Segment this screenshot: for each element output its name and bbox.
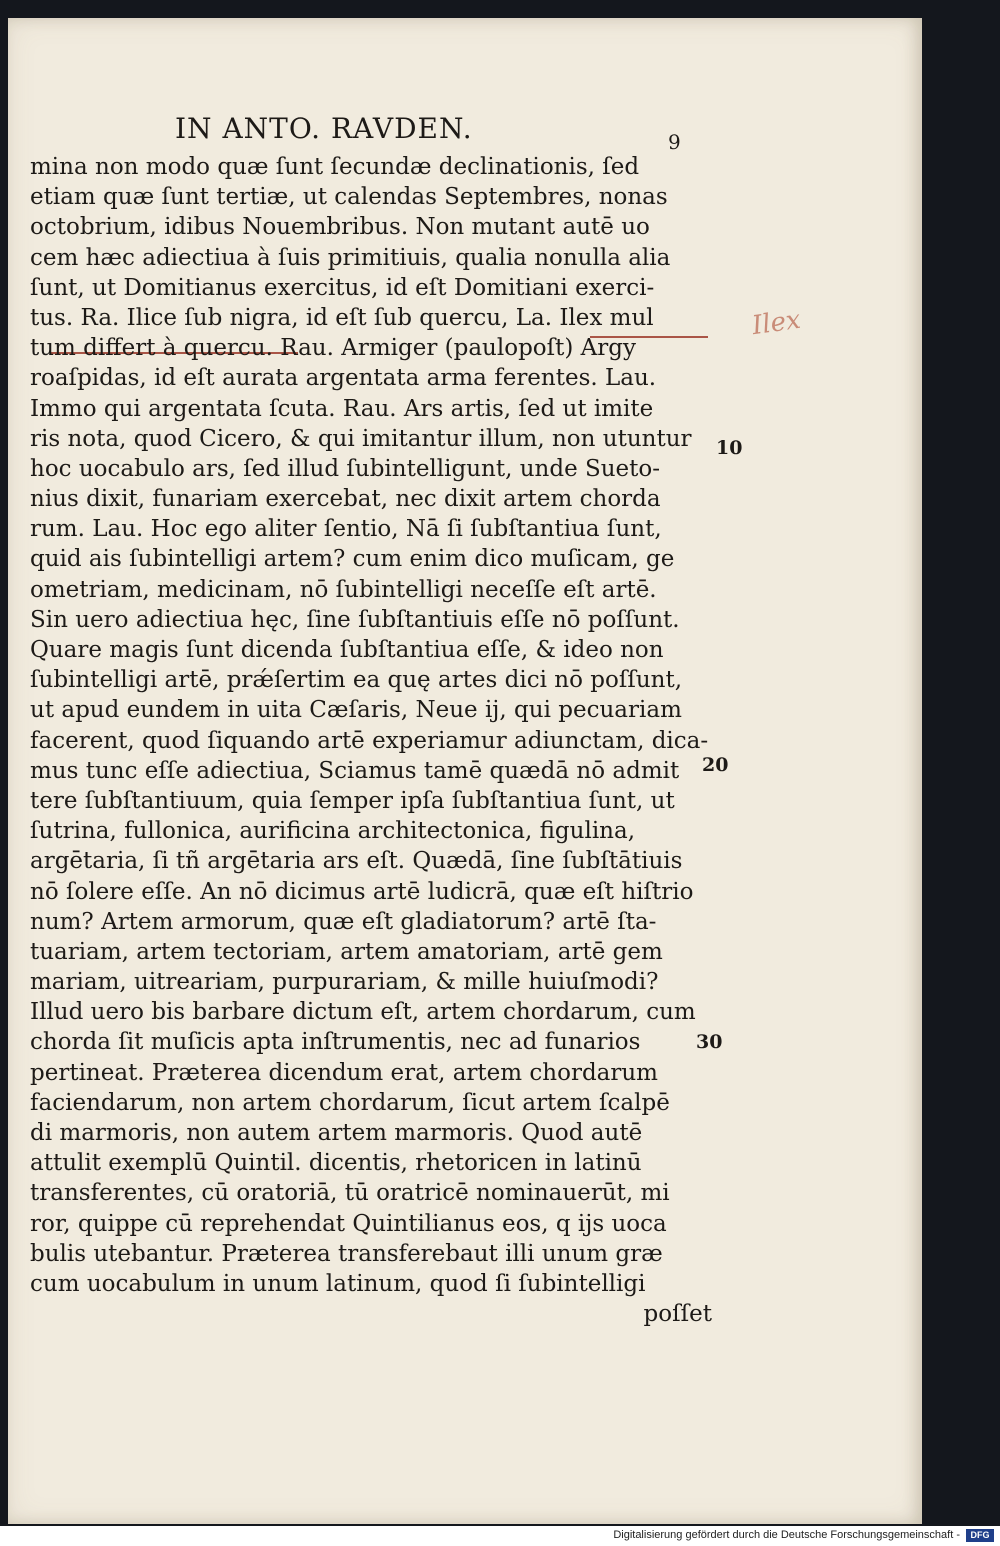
text-line: mariam, uitreariam, purpurariam, & mille huiuſmodi? [30,969,659,996]
text-line: mus tunc eſſe adiectiua, Sciamus tamē quædā nō admit [30,757,680,784]
text-line: faciendarum, non artem chordarum, ſicut artem ſcalpē [30,1089,670,1116]
text-line: ut apud eundem in uita Cæſaris, Neue ij, qui pecuariam [30,697,682,724]
text-line: mina non modo quæ ſunt ſecundæ declinationis, ſed [30,154,640,180]
text-line: di marmoris, non autem artem marmoris. Quod autē [30,1120,643,1146]
text-line: rum. Lau. Hoc ego aliter ſentio, Nā ſi ſubſtantiua ſunt, [30,516,662,543]
text-line: cem hæc adiectiua à ſuis primitiuis, qualia nonulla alia [30,244,671,271]
text-line: facerent, quod ſiquando artē experiamur adiunctam, dica- [30,727,709,754]
text-line: hoc uocabulo ars, ſed illud ſubintelligunt, unde Sueto- [30,455,661,482]
line-number-30: 30 [696,1031,723,1053]
text-line: quid ais ſubintelligi artem? cum enim dico muſicam, ge [30,546,675,573]
text-line: transferentes, cū oratoriā, tū oratricē nominauerūt, mi [30,1180,670,1207]
text-line: tuariam, artem tectoriam, artem amatoriam, artē gem [30,938,663,965]
margin-annotation: Ilex [750,304,803,342]
text-line: attulit exemplū Quintil. dicentis, rhetoricen in latinū [30,1150,642,1177]
text-line: nō ſolere eſſe. An nō dicimus artē ludicrā, quæ eſt hiſtrio [30,878,694,905]
text-line: ror, quippe cū reprehendat Quintilianus eos, q ijs uoca [30,1210,667,1237]
line-number-20: 20 [702,754,729,776]
text-line: argētaria, ſi tñ argētaria ars eſt. Quædā, ſine ſubſtātiuis [30,848,683,875]
page-number: 9 [668,130,681,154]
text-line: Immo qui argentata ſcuta. Rau. Ars artis, ſed ut imite [30,395,654,422]
body-text [30,152,723,1329]
text-line: bulis utebantur. Præterea transferebaut illi unum græ [30,1240,663,1267]
text-line: cum uocabulum in unum latinum, quod ſi ſubintelligi [30,1270,646,1297]
footer-credit: Digitalisierung gefördert durch die Deutsche Forschungsgemeinschaft - [613,1529,960,1541]
text-line: ſubintelligi artē, prǽſertim ea quę artes dici nō poſſunt, [30,667,683,694]
footer-bar [0,1526,1000,1546]
text-line: ſutrina, fullonica, aurificina architectonica, figulina, [30,818,636,845]
catchword: poſſet [643,1301,712,1328]
text-line: ſunt, ut Domitianus exercitus, id eſt Domitiani exerci- [30,274,655,301]
text-line: tum differt à quercu. Rau. Armiger (paulopoſt) Argy [30,335,636,362]
text-line: ometriam, medicinam, nō ſubintelligi neceſſe eſt artē. [30,576,657,603]
text-line: pertineat. Præterea dicendum erat, artem chordarum [30,1059,658,1086]
text-line: Illud uero bis barbare dictum eſt, artem chordarum, cum [30,999,696,1026]
text-line: num? Artem armorum, quæ eſt gladiatorum? artē ſta- [30,908,657,935]
running-head: IN ANTO. RAVDEN. [175,112,473,145]
line-number-10: 10 [716,437,743,459]
text-line: ris nota, quod Cicero, & qui imitantur illum, non utuntur [30,425,692,452]
dfg-logo-icon: DFG [966,1529,994,1542]
text-line: etiam quæ ſunt tertiæ, ut calendas Septembres, nonas [30,184,668,211]
text-line: nius dixit, funariam exercebat, nec dixit artem chorda [30,486,661,513]
text-line: octobrium, idibus Nouembribus. Non mutant autē uo [30,214,650,241]
text-line: Quare magis ſunt dicenda ſubſtantiua eſſe, & ideo non [30,637,664,663]
text-line: tus. Ra. Ilice ſub nigra, id eſt ſub quercu, La. Ilex mul [30,304,654,331]
text-line: tere ſubſtantiuum, quia ſemper ipſa ſubſtantiua ſunt, ut [30,787,675,814]
text-line: chorda ſit muſicis apta inſtrumentis, nec ad funarios [30,1029,641,1056]
text-line: roaſpidas, id eſt aurata argentata arma ferentes. Lau. [30,365,657,392]
text-line: Sin uero adiectiua hęc, ſine ſubſtantiuis eſſe nō poſſunt. [30,606,680,633]
